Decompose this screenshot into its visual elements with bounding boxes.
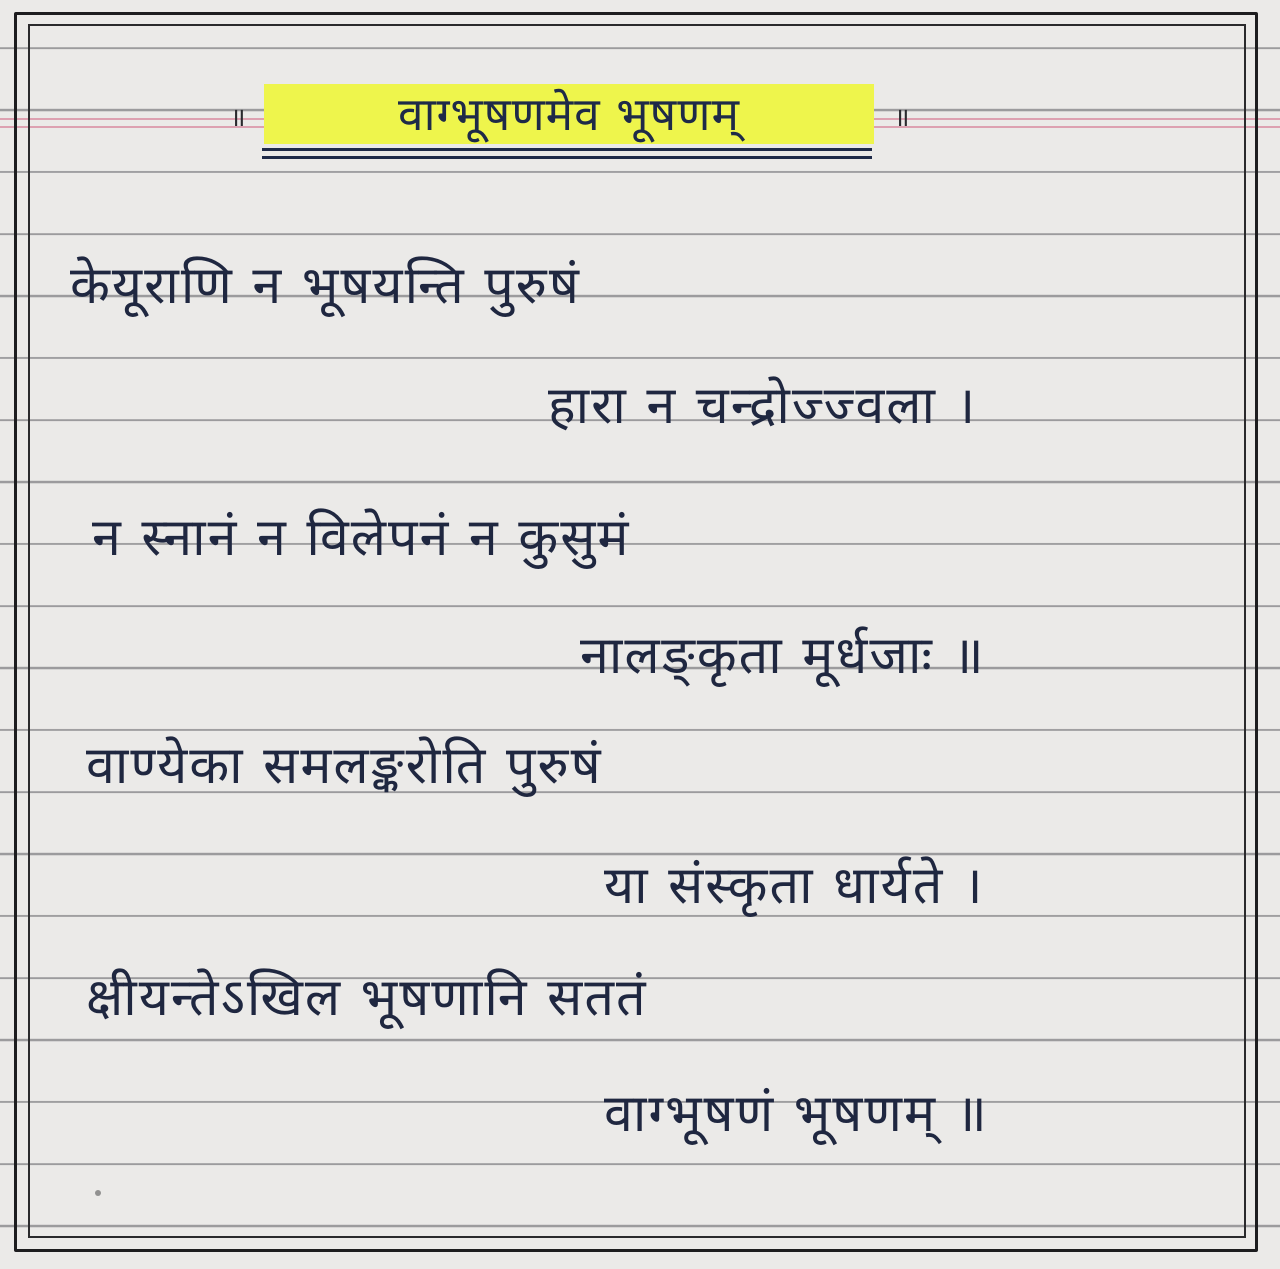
verse-line-7: क्षीयन्तेऽखिल भूषणानि सततं — [86, 968, 648, 1028]
title-underline — [262, 156, 872, 159]
verse-line-2: हारा न चन्द्रोज्ज्वला । — [548, 376, 978, 436]
verse-line-8: वाग्भूषणं भूषणम् ॥ — [604, 1084, 989, 1144]
verse-line-1: केयूराणि न भूषयन्ति पुरुषं — [70, 256, 581, 316]
heading — [222, 78, 922, 168]
verse-line-3: न स्नानं न विलेपनं न कुसुमं — [92, 508, 631, 568]
title-underline — [262, 148, 872, 151]
verse-line-6: या संस्कृता धार्यते । — [604, 856, 985, 916]
page-title: वाग्भूषणमेव भूषणम् — [264, 84, 874, 144]
ink-speck — [95, 1190, 101, 1196]
title-mark-right: ॥ — [894, 103, 910, 133]
verse-line-5: वाण्येका समलङ्करोति पुरुषं — [86, 736, 603, 796]
verse-line-4: नालङ्कृता मूर्धजाः ॥ — [580, 626, 986, 686]
title-mark-left: ॥ — [230, 103, 246, 133]
